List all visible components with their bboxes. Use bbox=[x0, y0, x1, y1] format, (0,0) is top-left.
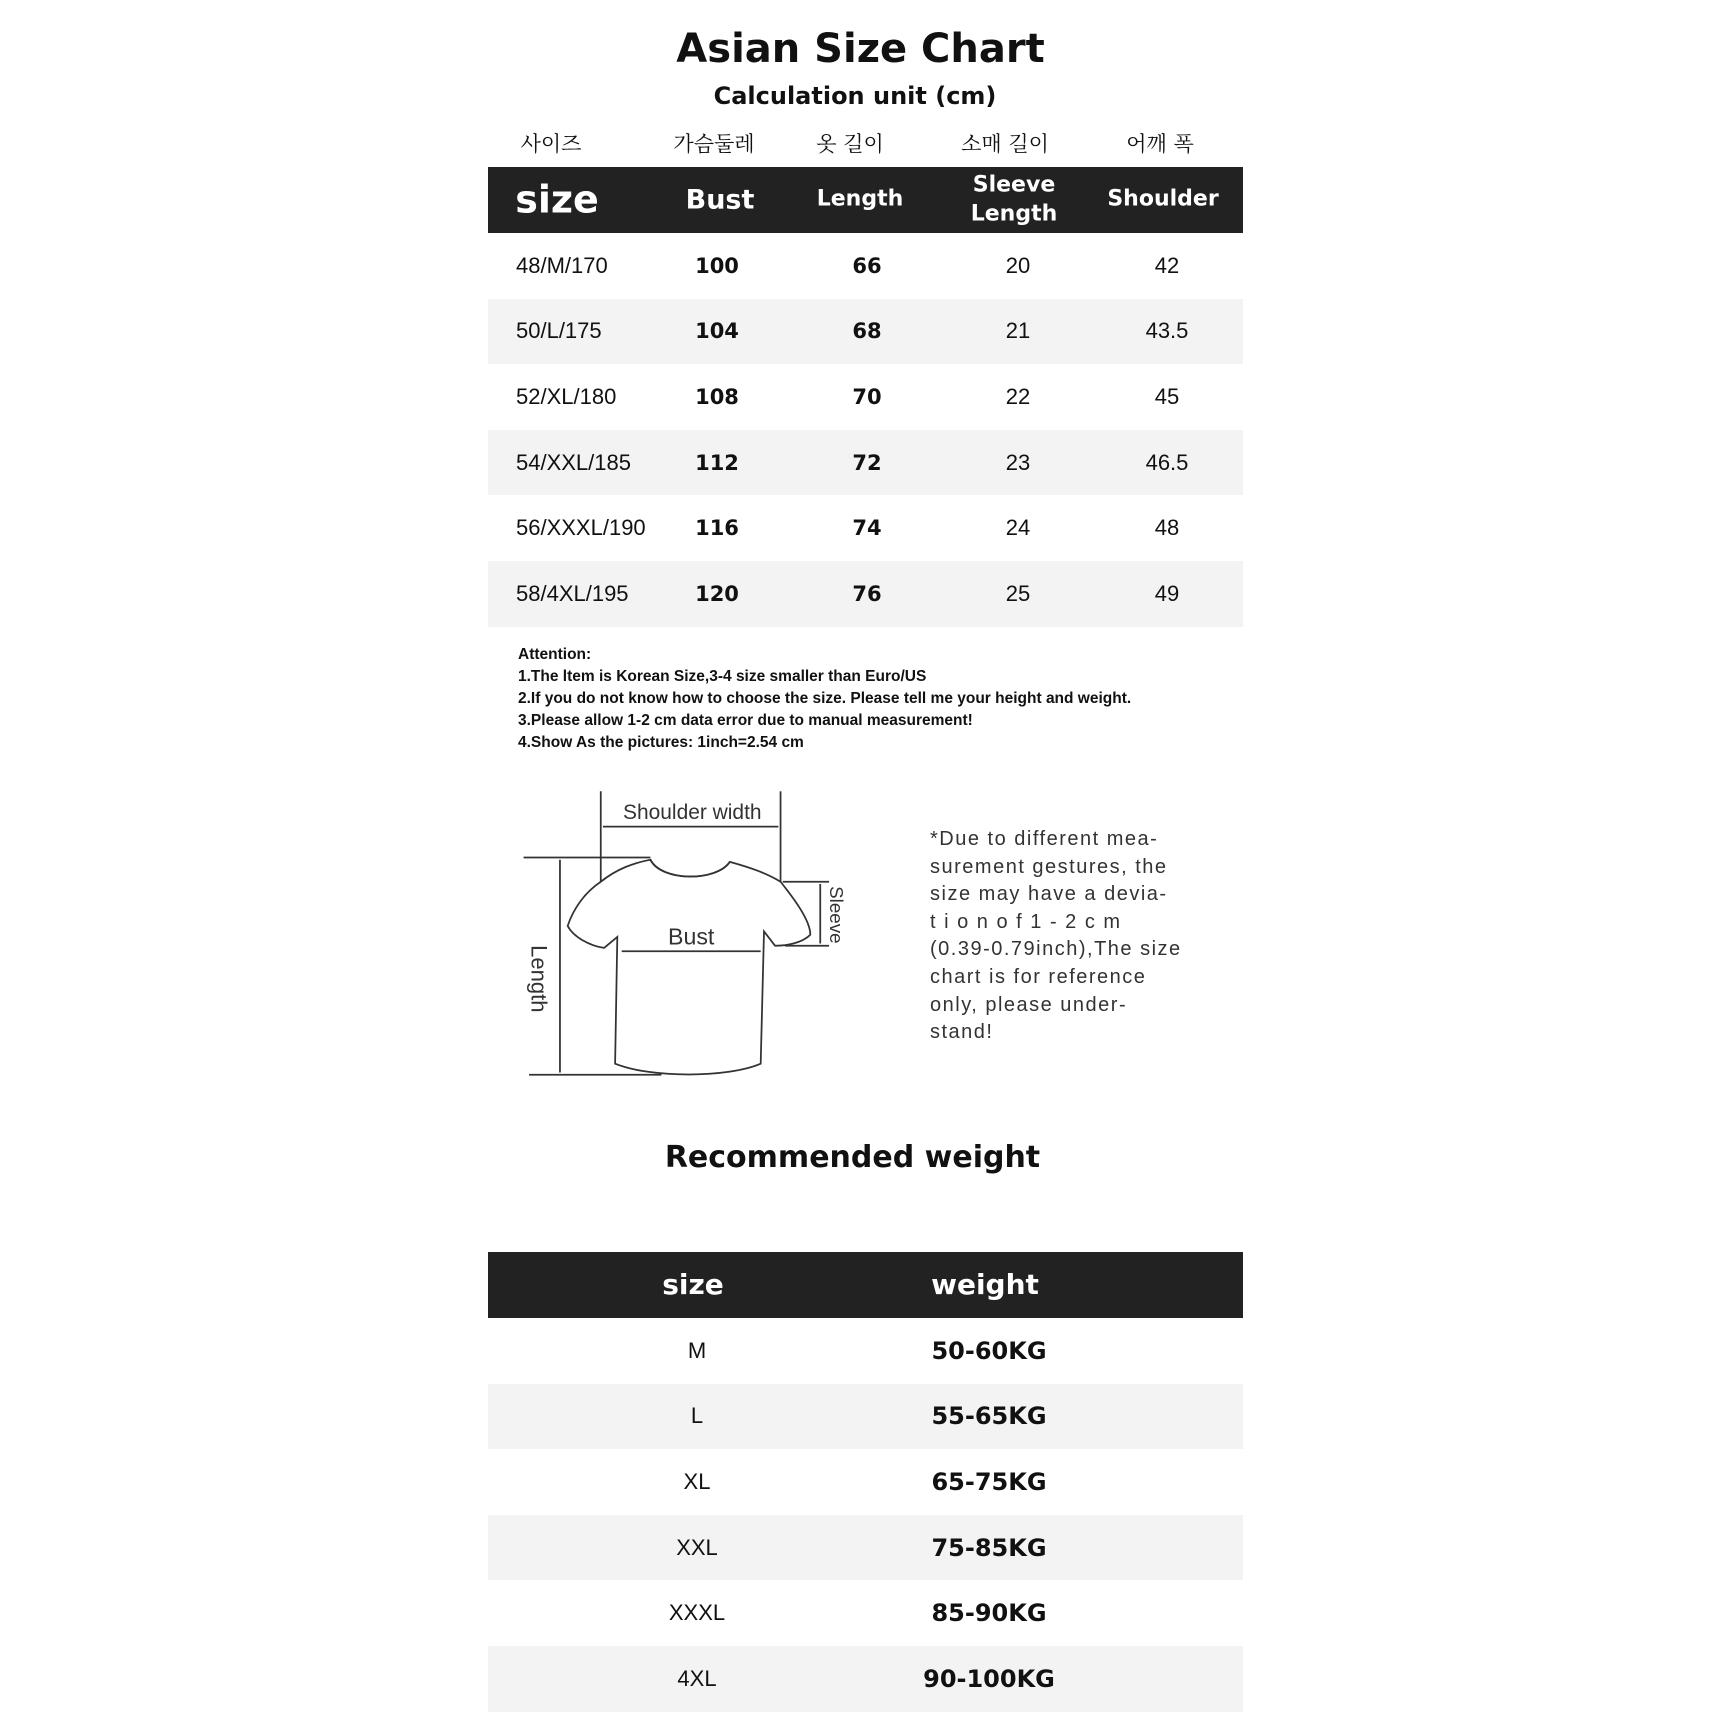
size-table-cell: 58/4XL/195 bbox=[516, 580, 629, 606]
size-table-row bbox=[488, 495, 1243, 561]
size-table-cell: 74 bbox=[852, 516, 882, 541]
size-table-cell: 120 bbox=[695, 581, 739, 606]
size-table-cell: 56/XXXL/190 bbox=[516, 515, 646, 541]
weight-table-cell: L bbox=[690, 1403, 704, 1429]
header-weight-size: size bbox=[662, 1267, 724, 1301]
size-table-header bbox=[488, 167, 1243, 233]
weight-table-cell: 75-85KG bbox=[931, 1533, 1047, 1562]
size-table-cell: 48/M/170 bbox=[516, 252, 608, 278]
weight-table-cell: M bbox=[687, 1337, 707, 1363]
header-bust: Bust bbox=[685, 184, 755, 216]
weight-table-row bbox=[488, 1384, 1243, 1450]
size-table-cell: 22 bbox=[1005, 383, 1031, 409]
weight-table-row bbox=[488, 1515, 1243, 1581]
size-table-cell: 108 bbox=[695, 384, 739, 409]
attention-line: 3.Please allow 1-2 cm data error due to manual measurement! bbox=[518, 712, 973, 729]
header-size: size bbox=[515, 177, 599, 222]
tshirt-outline bbox=[568, 860, 811, 1075]
size-table-cell: 66 bbox=[852, 253, 882, 278]
weight-table-cell: 65-75KG bbox=[931, 1467, 1047, 1496]
size-table-cell: 49 bbox=[1154, 580, 1180, 606]
size-table-cell: 46.5 bbox=[1145, 449, 1189, 475]
weight-table-header bbox=[488, 1252, 1243, 1318]
weight-table-cell: 4XL bbox=[677, 1665, 717, 1691]
page-subtitle: Calculation unit (cm) bbox=[713, 82, 997, 110]
size-table-cell: 50/L/175 bbox=[516, 318, 602, 344]
length-label: Length bbox=[526, 945, 552, 1013]
size-table-cell: 45 bbox=[1154, 383, 1180, 409]
sleeve-label: Sleeve bbox=[826, 886, 848, 944]
attention-notes bbox=[518, 644, 1131, 754]
size-table-cell: 52/XL/180 bbox=[516, 383, 617, 409]
weight-table-cell: XXXL bbox=[668, 1600, 726, 1626]
korean-header-size: 사이즈 bbox=[520, 132, 582, 156]
weight-table-row bbox=[488, 1318, 1243, 1384]
size-table-row bbox=[488, 233, 1243, 299]
size-table-row bbox=[488, 299, 1243, 365]
size-table-cell: 104 bbox=[695, 319, 739, 344]
weight-table-cell: 85-90KG bbox=[931, 1599, 1047, 1628]
size-table-cell: 24 bbox=[1005, 515, 1031, 541]
korean-header-bust: 가슴둘레 bbox=[673, 132, 755, 156]
size-table-cell: 42 bbox=[1154, 252, 1180, 278]
size-table-cell: 100 bbox=[695, 253, 739, 278]
recommended-weight-title: Recommended weight bbox=[664, 1140, 1041, 1175]
header-shoulder: Shoulder bbox=[1107, 186, 1219, 212]
weight-table-cell: 90-100KG bbox=[923, 1664, 1055, 1693]
korean-header-shoulder: 어깨 폭 bbox=[1126, 132, 1194, 156]
header-length: Length bbox=[816, 186, 904, 212]
attention-heading: Attention: bbox=[518, 646, 592, 663]
weight-table-cell: XXL bbox=[676, 1534, 718, 1560]
korean-header-length: 옷 길이 bbox=[816, 132, 884, 156]
tshirt-measurement-diagram bbox=[518, 788, 860, 1088]
shoulder-width-label: Shoulder width bbox=[623, 800, 762, 824]
size-table-cell: 20 bbox=[1005, 252, 1031, 278]
size-table-cell: 112 bbox=[695, 450, 739, 475]
weight-table-row bbox=[488, 1580, 1243, 1646]
bust-label: Bust bbox=[668, 923, 715, 950]
size-table-cell: 25 bbox=[1005, 580, 1031, 606]
size-table-cell: 48 bbox=[1154, 515, 1180, 541]
page-title: Asian Size Chart bbox=[676, 26, 1045, 72]
size-table-cell: 76 bbox=[852, 581, 882, 606]
size-table-cell: 68 bbox=[852, 319, 882, 344]
size-table-row bbox=[488, 364, 1243, 430]
attention-line: 1.The ltem is Korean Size,3-4 size smaller than Euro/US bbox=[518, 668, 927, 685]
weight-table-cell: XL bbox=[683, 1468, 711, 1494]
size-table-cell: 70 bbox=[852, 384, 882, 409]
attention-line: 4.Show As the pictures: 1inch=2.54 cm bbox=[518, 734, 804, 751]
size-table-cell: 43.5 bbox=[1145, 318, 1189, 344]
size-table-cell: 54/XXL/185 bbox=[516, 449, 631, 475]
header-weight: weight bbox=[931, 1267, 1039, 1301]
attention-line: 2.If you do not know how to choose the size. Please tell me your height and weight. bbox=[518, 690, 1132, 707]
size-table-cell: 116 bbox=[695, 516, 739, 541]
measurement-note: *Due to different mea- surement gestures, the size may have a devia- t i o n o f 1 - 2 c m (0.39-0.79inch),The size chart is for reference only, please under- stand! bbox=[930, 828, 1182, 1044]
size-table-row bbox=[488, 430, 1243, 496]
weight-table-cell: 55-65KG bbox=[931, 1402, 1047, 1431]
size-table-cell: 21 bbox=[1005, 318, 1031, 344]
weight-table-row bbox=[488, 1449, 1243, 1515]
header-sleeve-length: Sleeve Length bbox=[970, 172, 1058, 226]
weight-table-cell: 50-60KG bbox=[931, 1336, 1047, 1365]
size-table-cell: 23 bbox=[1005, 449, 1031, 475]
weight-table-row bbox=[488, 1646, 1243, 1712]
korean-header-sleeve: 소매 길이 bbox=[961, 132, 1049, 156]
size-table-row bbox=[488, 561, 1243, 627]
size-table-cell: 72 bbox=[852, 450, 882, 475]
